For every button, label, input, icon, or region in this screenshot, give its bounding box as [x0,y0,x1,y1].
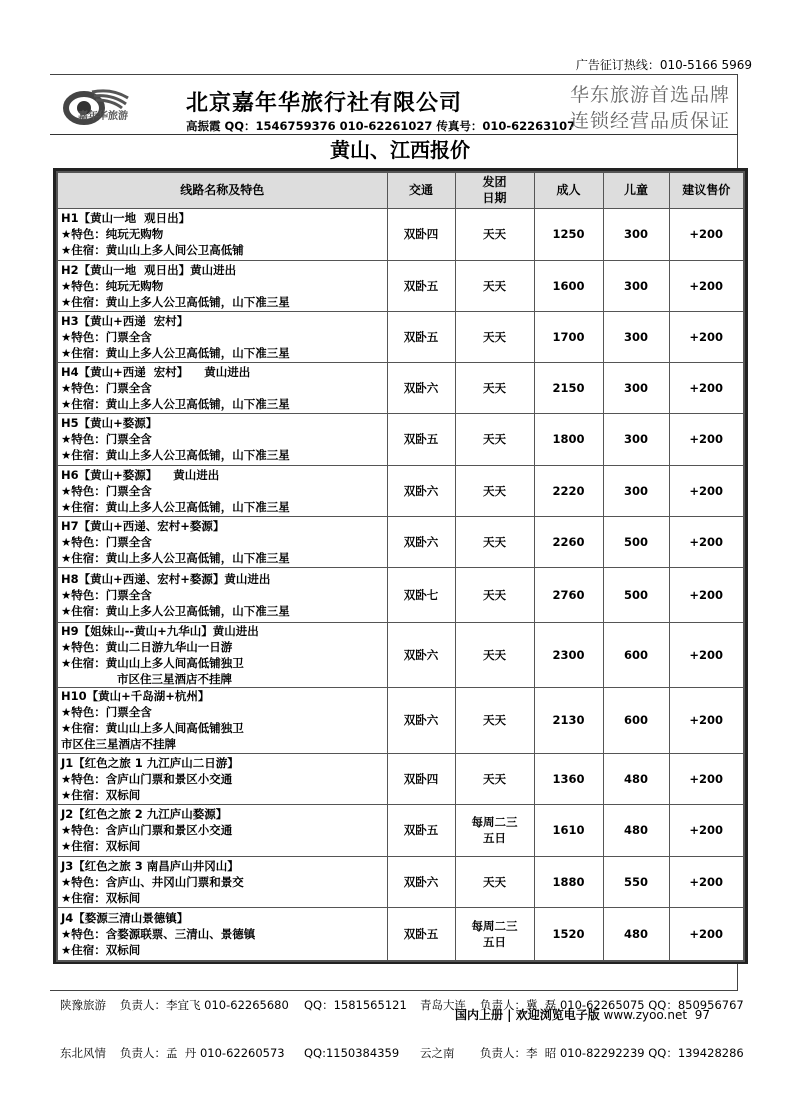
route-line: H2【黄山一地 观日出】黄山进出 [61,262,237,277]
date-cell: 天天 [455,208,534,260]
route-line: ★特色：纯玩无购物 [61,278,164,293]
child-cell: 500 [603,567,669,622]
contact-qq: QQ：1581565121 [304,998,407,1012]
table-row [57,362,744,413]
contact-person: 负责人：李宜飞 010-62265680 [120,998,289,1012]
route-line: ★特色：含庐山门票和景区小交通 [61,823,233,837]
transport-cell: 双卧六 [387,362,455,413]
route-cell [57,907,387,961]
table-row [57,311,744,362]
route-line: ★特色：门票全含 [61,432,152,446]
slogan-line: 连锁经营品质保证 [570,110,731,132]
column-header: 儿童 [603,172,669,208]
ad-hotline: 广告征订热线：010-5166 5969 [575,58,752,72]
adult-cell: 1600 [534,260,603,311]
page-title: 黄山、江西报价 [330,138,470,162]
route-cell [57,804,387,856]
route-line: ★住宿：黄山山上多人间高低铺独卫 [61,721,244,735]
transport-cell: 双卧六 [387,622,455,687]
route-line: ★特色：门票全含 [61,587,152,602]
price-cell: +200 [669,465,744,516]
column-header: 发团 日期 [455,172,534,208]
route-cell [57,362,387,413]
adult-cell: 2130 [534,687,603,753]
route-line: 市区住三星酒店不挂牌 [61,737,176,751]
contact-person: 负责人：孟 丹 010-62260573 [120,1046,285,1060]
route-line: ★特色：门票全含 [61,380,152,395]
price-table [56,171,745,962]
table-row [57,516,744,567]
adult-cell: 2300 [534,622,603,687]
route-line: ★住宿：黄山上多人公卫高低铺，山下准三星 [61,448,290,462]
transport-cell: 双卧五 [387,907,455,961]
price-cell: +200 [669,753,744,804]
website-link[interactable]: www.zyoo.net [603,1008,688,1022]
route-cell [57,311,387,362]
adult-cell: 2760 [534,567,603,622]
route-line: ★住宿：双标间 [61,942,141,957]
page-footer [455,1006,710,1023]
date-cell: 每周二三 五日 [455,804,534,856]
table-row [57,567,744,622]
route-line: ★特色：门票全含 [61,329,152,344]
route-cell [57,516,387,567]
price-cell: +200 [669,362,744,413]
table-header-row [57,172,744,208]
child-cell: 500 [603,516,669,567]
price-cell: +200 [669,804,744,856]
route-cell [57,856,387,907]
contact-person: 负责人：李 昭 010-82292239 QQ：139428286 [480,1046,744,1060]
route-line: H5【黄山+婺源】 [61,416,158,430]
date-cell: 天天 [455,516,534,567]
route-line: H9【姐妹山--黄山+九华山】黄山进出 [61,623,259,638]
transport-cell: 双卧七 [387,567,455,622]
price-cell: +200 [669,208,744,260]
route-line: J3【红色之旅 3 南昌庐山井冈山】 [61,858,239,873]
route-line: ★住宿：黄山上多人公卫高低铺，山下准三星 [61,603,290,618]
table-row [57,260,744,311]
route-line: ★特色：门票全含 [61,705,152,719]
contact-row [60,1045,744,1061]
adult-cell: 1800 [534,413,603,465]
contact-region: 青岛大连 [420,998,466,1012]
route-line: ★住宿：双标间 [61,787,141,802]
child-cell: 600 [603,687,669,753]
transport-cell: 双卧五 [387,413,455,465]
route-line: ★住宿：双标间 [61,890,141,905]
contact-region: 陕豫旅游 [60,998,106,1012]
route-line: ★特色：含庐山、井冈山门票和景交 [61,874,244,889]
route-cell [57,567,387,622]
route-line: ★特色：纯玩无购物 [61,227,164,241]
route-line: ★住宿：黄山山上多人间高低铺独卫 [61,655,244,670]
section-label: 国内上册 | 欢迎浏览电子版 [454,1008,600,1022]
adult-cell: 1610 [534,804,603,856]
route-line: ★住宿：黄山上多人公卫高低铺，山下准三星 [61,345,290,360]
route-line: ★特色：含婺源联票、三清山、景德镇 [61,926,256,941]
price-cell: +200 [669,413,744,465]
transport-cell: 双卧四 [387,208,455,260]
adult-cell: 1520 [534,907,603,961]
route-cell [57,413,387,465]
slogan-line: 华东旅游首选品牌 [570,84,731,106]
transport-cell: 双卧五 [387,804,455,856]
route-cell [57,687,387,753]
table-row [57,804,744,856]
price-cell: +200 [669,622,744,687]
route-cell [57,465,387,516]
company-name: 北京嘉年华旅行社有限公司 [186,91,463,116]
route-line: ★住宿：黄山山上多人间公卫高低铺 [61,243,244,257]
transport-cell: 双卧五 [387,260,455,311]
date-cell: 天天 [455,856,534,907]
table-row [57,907,744,961]
route-cell [57,753,387,804]
route-line: ★特色：含庐山门票和景区小交通 [61,771,233,786]
contact-region: 云之南 [420,1046,455,1060]
table-row [57,413,744,465]
route-line: J2【红色之旅 2 九江庐山婺源】 [61,807,228,821]
page-number: 97 [694,1008,710,1022]
route-line: ★住宿：黄山上多人公卫高低铺，山下准三星 [61,550,290,565]
route-line: H4【黄山+西递 宏村】 黄山进出 [61,364,251,379]
transport-cell: 双卧六 [387,856,455,907]
adult-cell: 2260 [534,516,603,567]
column-header: 交通 [387,172,455,208]
price-table-wrapper [53,168,748,964]
contact-qq: QQ:1150384359 [304,1046,400,1060]
price-cell: +200 [669,856,744,907]
adult-cell: 2150 [534,362,603,413]
column-header: 建议售价 [669,172,744,208]
date-cell: 天天 [455,362,534,413]
child-cell: 300 [603,260,669,311]
child-cell: 300 [603,311,669,362]
price-cell: +200 [669,567,744,622]
route-line: ★特色：黄山二日游九华山一日游 [61,639,233,654]
price-cell: +200 [669,311,744,362]
route-line: H8【黄山+西递、宏村+婺源】黄山进出 [61,571,271,586]
price-cell: +200 [669,687,744,753]
route-line: ★住宿：黄山上多人公卫高低铺，山下准三星 [61,396,290,411]
transport-cell: 双卧六 [387,687,455,753]
date-cell: 天天 [455,622,534,687]
route-line: ★特色：门票全含 [61,534,152,549]
route-line: H10【黄山+千岛湖+杭州】 [61,689,210,703]
date-cell: 每周二三 五日 [455,907,534,961]
date-cell: 天天 [455,567,534,622]
adult-cell: 1700 [534,311,603,362]
table-row [57,622,744,687]
route-cell [57,208,387,260]
date-cell: 天天 [455,465,534,516]
price-cell: +200 [669,516,744,567]
transport-cell: 双卧四 [387,753,455,804]
route-line: ★住宿：黄山上多人公卫高低铺，山下准三星 [61,499,290,514]
slogan [570,82,730,134]
logo-text: 嘉年华旅游 [78,111,128,122]
child-cell: 300 [603,362,669,413]
contact-person: 负责人：冀 磊 010-62265075 QQ：850956767 [480,998,744,1012]
adult-cell: 2220 [534,465,603,516]
date-cell: 天天 [455,260,534,311]
table-row [57,753,744,804]
price-cell: +200 [669,907,744,961]
child-cell: 300 [603,465,669,516]
date-cell: 天天 [455,413,534,465]
column-header: 线路名称及特色 [57,172,387,208]
table-row [57,208,744,260]
column-header: 成人 [534,172,603,208]
child-cell: 300 [603,413,669,465]
date-cell: 天天 [455,753,534,804]
table-row [57,687,744,753]
transport-cell: 双卧六 [387,516,455,567]
date-cell: 天天 [455,311,534,362]
child-cell: 480 [603,804,669,856]
price-cell: +200 [669,260,744,311]
route-line: J1【红色之旅 1 九江庐山二日游】 [61,755,239,770]
route-line: H6【黄山+婺源】 黄山进出 [61,467,220,482]
child-cell: 480 [603,753,669,804]
route-line: ★住宿：双标间 [61,839,141,853]
child-cell: 300 [603,208,669,260]
route-line: 市区住三星酒店不挂牌 [117,671,232,686]
transport-cell: 双卧六 [387,465,455,516]
table-row [57,465,744,516]
route-cell [57,622,387,687]
transport-cell: 双卧五 [387,311,455,362]
route-line: J4【婺源三清山景德镇】 [61,910,189,925]
adult-cell: 1360 [534,753,603,804]
route-line: ★住宿：黄山上多人公卫高低铺，山下准三星 [61,294,290,309]
company-contact: 高振霞 QQ：1546759376 010-62261027 传真号：010-62263107 [186,119,576,133]
child-cell: 600 [603,622,669,687]
adult-cell: 1880 [534,856,603,907]
adult-cell: 1250 [534,208,603,260]
route-line: H3【黄山+西递 宏村】 [61,313,189,328]
route-line: ★特色：门票全含 [61,483,152,498]
date-cell: 天天 [455,687,534,753]
contact-region: 东北风情 [60,1046,106,1060]
child-cell: 550 [603,856,669,907]
table-row [57,856,744,907]
route-line: H1【黄山一地 观日出】 [61,211,191,225]
route-line: H7【黄山+西递、宏村+婺源】 [61,518,225,533]
route-cell [57,260,387,311]
child-cell: 480 [603,907,669,961]
